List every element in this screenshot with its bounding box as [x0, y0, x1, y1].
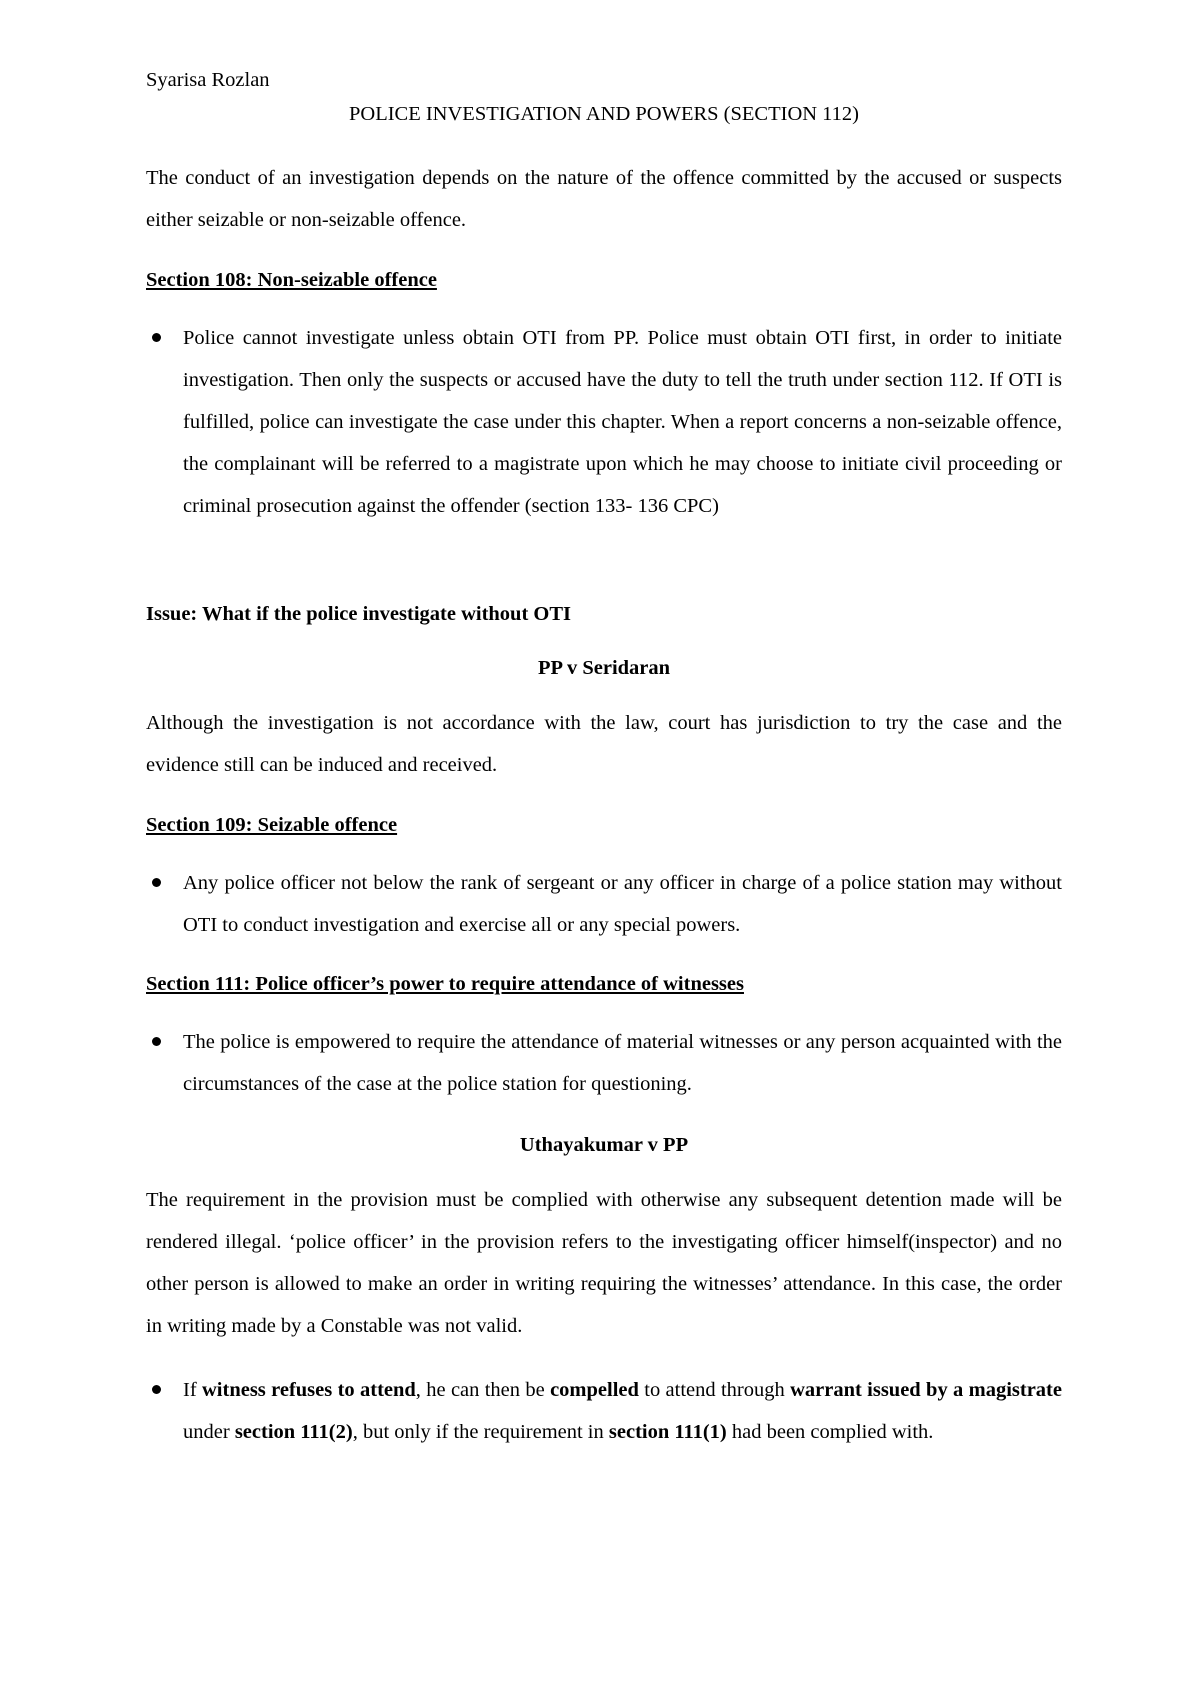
document-title: POLICE INVESTIGATION AND POWERS (SECTION 112) [348, 103, 859, 125]
final-bullet-bold: witness refuses to attend [202, 1379, 416, 1401]
author-name: Syarisa Rozlan [146, 69, 270, 91]
section-108-bullet-text: Police cannot investigate unless obtain OTI from PP. Police must obtain OTI first, in order to initiate investigation. Then only the suspects or accused have the duty to tell the truth under section 112. If OTI is fulfilled, police can investigate the case under this chapter. When a report concerns a non-seizable offence, the complainant will be referred to a magistrate upon which he may choose to initiate civil proceeding or criminal prosecution against the offender (section 133- 136 CPC) [183, 327, 1062, 517]
case-seridaran-text: Although the investigation is not accordance with the law, court has jurisdiction to try the case and the evidence still can be induced and received. [146, 712, 1062, 776]
final-bullet-part: , but only if the requirement in [352, 1421, 609, 1443]
section-111-heading: Section 111: Police officer’s power to require attendance of witnesses [146, 973, 744, 995]
final-bullet-bold: warrant issued by a magistrate [790, 1379, 1062, 1401]
final-bullet-part: to attend through [638, 1379, 791, 1401]
final-bullet-part: had been complied with. [726, 1421, 934, 1443]
final-bullet-part: under [183, 1421, 235, 1443]
section-108-bullet [146, 317, 1062, 527]
final-bullet-bold: section 111(2) [234, 1421, 353, 1443]
final-bullet-part: If [183, 1379, 202, 1401]
final-bullet-part: , he can then be [415, 1379, 551, 1401]
final-bullet-text [183, 1369, 1062, 1453]
final-bullet-bold: compelled [550, 1379, 639, 1401]
bullet-icon [152, 878, 161, 887]
final-bullet-bold: section 111(1) [608, 1421, 727, 1443]
case-title-seridaran: PP v Seridaran [537, 657, 671, 679]
section-109-heading: Section 109: Seizable offence [146, 814, 398, 836]
section-108-heading: Section 108: Non-seizable offence [146, 269, 437, 291]
final-bullet [146, 1369, 1062, 1453]
case-title-uthayakumar: Uthayakumar v PP [519, 1134, 689, 1156]
section-111-bullet [146, 1021, 1062, 1105]
section-109-bullet-text: Any police officer not below the rank of sergeant or any officer in charge of a police station may without OTI to conduct investigation and exercise all or any special powers. [183, 872, 1062, 936]
case-uthayakumar-text: The requirement in the provision must be complied with otherwise any subsequent detention made will be rendered illegal. ‘police officer’ in the provision refers to the investigating officer himself(inspector) and no other person is allowed to make an order in writing requiring the witnesses’ attendance. In this case, the order in writing made by a Constable was not valid. [146, 1189, 1062, 1337]
issue-heading: Issue: What if the police investigate without OTI [146, 603, 572, 625]
bullet-icon [152, 333, 161, 342]
section-109-bullet [146, 862, 1062, 946]
bullet-icon [152, 1037, 161, 1046]
intro-paragraph: The conduct of an investigation depends on the nature of the offence committed by the accused or suspects either seizable or non-seizable offence. [146, 167, 1062, 231]
bullet-icon [152, 1385, 161, 1394]
section-111-bullet-text: The police is empowered to require the attendance of material witnesses or any person acquainted with the circumstances of the case at the police station for questioning. [183, 1031, 1062, 1095]
